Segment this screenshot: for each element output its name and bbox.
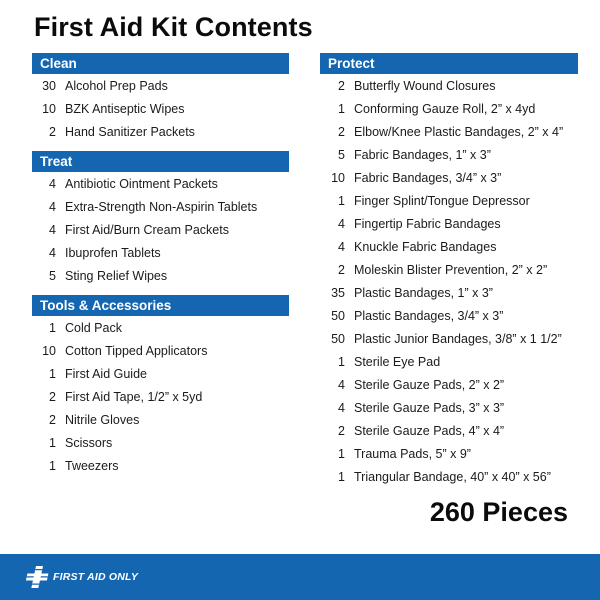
item-quantity: 4 xyxy=(338,400,345,415)
list-item xyxy=(32,218,289,241)
item-name: First Aid/Burn Cream Packets xyxy=(65,222,229,237)
item-quantity: 1 xyxy=(338,354,345,369)
item-name: Plastic Bandages, 1” x 3” xyxy=(354,285,493,300)
list-item xyxy=(32,241,289,264)
item-name: Sterile Gauze Pads, 3” x 3” xyxy=(354,400,505,415)
list-item xyxy=(32,195,289,218)
item-quantity: 2 xyxy=(49,412,56,427)
item-quantity: 4 xyxy=(49,245,56,260)
item-name: First Aid Tape, 1/2” x 5yd xyxy=(65,389,203,404)
brand-logo xyxy=(24,566,138,588)
list-item xyxy=(320,235,578,258)
section-heading-tools: Tools & Accessories xyxy=(32,295,289,316)
section-heading-clean: Clean xyxy=(32,53,289,74)
item-quantity: 1 xyxy=(338,101,345,116)
item-name: Sterile Eye Pad xyxy=(354,354,441,369)
list-item xyxy=(320,143,578,166)
footer-bar xyxy=(0,554,600,600)
item-name: Ibuprofen Tablets xyxy=(65,245,161,260)
list-item xyxy=(32,172,289,195)
item-name: Moleskin Blister Prevention, 2” x 2” xyxy=(354,262,548,277)
list-item xyxy=(32,316,289,339)
item-name: Elbow/Knee Plastic Bandages, 2” x 4” xyxy=(354,124,564,139)
item-quantity: 30 xyxy=(42,78,56,93)
item-quantity: 1 xyxy=(338,193,345,208)
item-quantity: 1 xyxy=(49,435,56,450)
item-quantity: 4 xyxy=(338,239,345,254)
list-item xyxy=(320,396,578,419)
item-quantity: 2 xyxy=(49,389,56,404)
list-item xyxy=(320,419,578,442)
list-item xyxy=(320,97,578,120)
list-item xyxy=(32,362,289,385)
list-item xyxy=(32,264,289,287)
item-quantity: 35 xyxy=(331,285,345,300)
item-name: Fabric Bandages, 1” x 3” xyxy=(354,147,491,162)
item-name: Fingertip Fabric Bandages xyxy=(354,216,501,231)
item-name: Sting Relief Wipes xyxy=(65,268,168,283)
item-name: First Aid Guide xyxy=(65,366,147,381)
section-heading-protect: Protect xyxy=(320,53,578,74)
list-item xyxy=(320,189,578,212)
item-name: Tweezers xyxy=(65,458,119,473)
item-quantity: 10 xyxy=(42,343,56,358)
tools-list xyxy=(32,316,289,477)
item-quantity: 4 xyxy=(49,222,56,237)
item-name: Plastic Junior Bandages, 3/8” x 1 1/2” xyxy=(354,331,562,346)
item-name: Finger Splint/Tongue Depressor xyxy=(354,193,530,208)
list-item xyxy=(32,385,289,408)
item-quantity: 50 xyxy=(331,331,345,346)
list-item xyxy=(320,258,578,281)
item-name: Cotton Tipped Applicators xyxy=(65,343,208,358)
cross-logo-icon xyxy=(24,566,50,588)
total-pieces: 260 Pieces xyxy=(429,497,568,527)
list-item xyxy=(32,97,289,120)
item-name: Scissors xyxy=(65,435,113,450)
list-item xyxy=(32,74,289,97)
item-quantity: 50 xyxy=(331,308,345,323)
list-item xyxy=(320,120,578,143)
list-item xyxy=(32,339,289,362)
item-name: Plastic Bandages, 3/4” x 3” xyxy=(354,308,504,323)
section-protect xyxy=(320,53,578,488)
list-item xyxy=(320,166,578,189)
item-quantity: 1 xyxy=(49,458,56,473)
item-name: Sterile Gauze Pads, 2” x 2” xyxy=(354,377,505,392)
right-column xyxy=(320,53,578,488)
list-item xyxy=(320,327,578,350)
protect-list xyxy=(320,74,578,488)
item-name: Extra-Strength Non-Aspirin Tablets xyxy=(65,199,258,214)
item-quantity: 2 xyxy=(338,78,345,93)
item-quantity: 1 xyxy=(338,469,345,484)
item-quantity: 4 xyxy=(338,216,345,231)
item-quantity: 10 xyxy=(42,101,56,116)
item-name: Fabric Bandages, 3/4” x 3” xyxy=(354,170,502,185)
list-item xyxy=(320,281,578,304)
treat-list xyxy=(32,172,289,287)
brand-name: FIRST AID ONLY xyxy=(53,571,139,583)
item-name: Butterfly Wound Closures xyxy=(354,78,496,93)
item-quantity: 4 xyxy=(338,377,345,392)
section-tools xyxy=(32,295,289,477)
item-quantity: 2 xyxy=(338,423,345,438)
item-quantity: 4 xyxy=(49,176,56,191)
item-name: Alcohol Prep Pads xyxy=(65,78,168,93)
list-item xyxy=(32,454,289,477)
item-name: Triangular Bandage, 40” x 40” x 56” xyxy=(354,469,551,484)
item-name: Trauma Pads, 5” x 9” xyxy=(354,446,471,461)
item-name: Nitrile Gloves xyxy=(65,412,140,427)
list-item xyxy=(320,442,578,465)
item-name: Knuckle Fabric Bandages xyxy=(354,239,497,254)
item-name: Conforming Gauze Roll, 2” x 4yd xyxy=(354,101,536,116)
item-quantity: 2 xyxy=(338,262,345,277)
section-heading-treat: Treat xyxy=(32,151,289,172)
item-name: Antibiotic Ointment Packets xyxy=(65,176,218,191)
section-treat xyxy=(32,151,289,287)
item-name: Sterile Gauze Pads, 4” x 4” xyxy=(354,423,505,438)
section-clean xyxy=(32,53,289,143)
list-item xyxy=(320,212,578,235)
item-name: BZK Antiseptic Wipes xyxy=(65,101,185,116)
list-item xyxy=(320,304,578,327)
page-title: First Aid Kit Contents xyxy=(34,12,313,42)
list-item xyxy=(32,120,289,143)
item-quantity: 1 xyxy=(338,446,345,461)
item-quantity: 5 xyxy=(338,147,345,162)
item-quantity: 2 xyxy=(338,124,345,139)
list-item xyxy=(320,373,578,396)
list-item xyxy=(320,465,578,488)
left-column xyxy=(32,53,289,477)
list-item xyxy=(320,74,578,97)
item-quantity: 1 xyxy=(49,320,56,335)
item-name: Cold Pack xyxy=(65,320,122,335)
list-item xyxy=(320,350,578,373)
item-quantity: 5 xyxy=(49,268,56,283)
list-item xyxy=(32,431,289,454)
clean-list xyxy=(32,74,289,143)
item-quantity: 10 xyxy=(331,170,345,185)
item-quantity: 1 xyxy=(49,366,56,381)
item-quantity: 2 xyxy=(49,124,56,139)
item-name: Hand Sanitizer Packets xyxy=(65,124,195,139)
list-item xyxy=(32,408,289,431)
item-quantity: 4 xyxy=(49,199,56,214)
